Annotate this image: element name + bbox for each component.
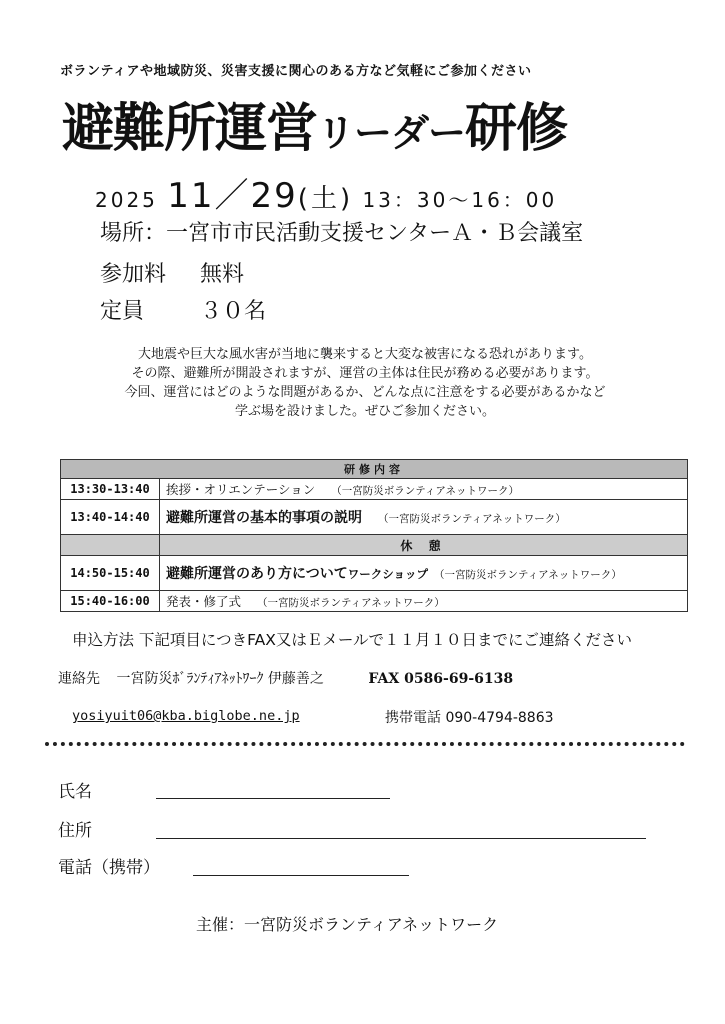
schedule-header-row [61,460,688,479]
event-year: 2025 [95,188,158,212]
event-time: 13：30～16：00 [362,188,558,212]
row-activity: 避難所運営の基本的事項の説明 [166,510,362,526]
contact-fax: FAX 0586-69-6138 [368,671,514,687]
intro-text [80,345,650,421]
row-time: 13:40-14:40 [61,500,160,535]
row-time: 15:40-16:00 [61,591,160,612]
page-title [62,86,567,161]
title-end: 研修 [465,99,568,159]
row-org: （一宮防災ボランティアネットワーク） [434,569,622,581]
row-activity: 避難所運営のあり方について [166,566,348,582]
table-row [61,556,688,591]
title-main: 避難所運営 [62,99,318,159]
event-datetime [95,168,557,217]
intro-line: 学ぶ場を設けました。ぜひご参加ください。 [234,404,495,419]
contact-line [58,668,513,688]
intro-line: その際、避難所が開設されますが、運営の主体は住民が務める必要があります。 [131,366,599,381]
cut-line [45,742,685,746]
name-field[interactable] [156,798,390,799]
capacity-label: 定員 [100,299,145,324]
intro-line: 今回、運営にはどのような問題があるか、どんな点に注意をする必要があるかなど [124,385,606,400]
title-sub: リーダー [317,111,466,155]
capacity-value: ３０名 [200,299,267,324]
row-org: （一宮防災ボランティアネットワーク） [331,485,520,497]
contact-name: 一宮防災ﾎﾞﾗﾝﾃｨｱﾈｯﾄﾜｰｸ 伊藤善之 [116,671,324,687]
fee-value: 無料 [200,262,245,287]
address-field[interactable] [156,838,646,839]
contact-email-link[interactable]: yosiyuit06@kba.biglobe.ne.jp [72,708,300,724]
row-content [160,500,688,535]
table-row [61,479,688,500]
schedule-table [60,459,688,612]
form-phone-label: 電話（携帯） [58,858,160,878]
row-activity-suffix: ワークショップ [347,567,429,581]
apply-method: 申込方法 下記項目につきFAX又はＥメールで１１月１０日までにご連絡ください [72,631,633,649]
tagline: ボランティアや地域防災、災害支援に関心のある方など気軽にご参加ください [60,64,532,79]
schedule-header: 研修内容 [61,460,688,479]
venue-line [100,216,583,247]
row-org: （一宮防災ボランティアネットワーク） [257,597,445,609]
capacity-line [100,294,266,325]
row-content [160,591,688,612]
row-org: （一宮防災ボランティアネットワーク） [378,513,566,525]
venue-label: 場所： [100,221,167,246]
table-row [61,591,688,612]
row-content [160,479,688,500]
event-weekday: (土) [297,184,354,214]
form-name-label: 氏名 [58,782,92,802]
row-time: 14:50-15:40 [61,556,160,591]
break-time-cell [61,535,160,556]
row-content [160,556,688,591]
contact-mobile: 携帯電話 090-4794-8863 [385,710,554,726]
fee-label: 参加料 [100,262,167,287]
row-time: 13:30-13:40 [61,479,160,500]
table-row [61,500,688,535]
row-activity: 発表・修了式 [166,594,242,609]
contact-label: 連絡先 [58,671,100,687]
break-row [61,535,688,556]
venue-value: 一宮市市民活動支援センターＡ・Ｂ会議室 [166,221,584,246]
sponsor: 主催：一宮防災ボランティアネットワーク [196,915,499,934]
form-address-label: 住所 [58,821,92,841]
fee-line [100,257,244,288]
row-activity: 挨拶・オリエンテーション [166,482,316,497]
phone-field[interactable] [193,875,409,876]
break-label: 休 憩 [160,535,688,556]
event-date: 11／29 [167,176,298,216]
intro-line: 大地震や巨大な風水害が当地に襲来すると大変な被害になる恐れがあります。 [138,347,592,362]
